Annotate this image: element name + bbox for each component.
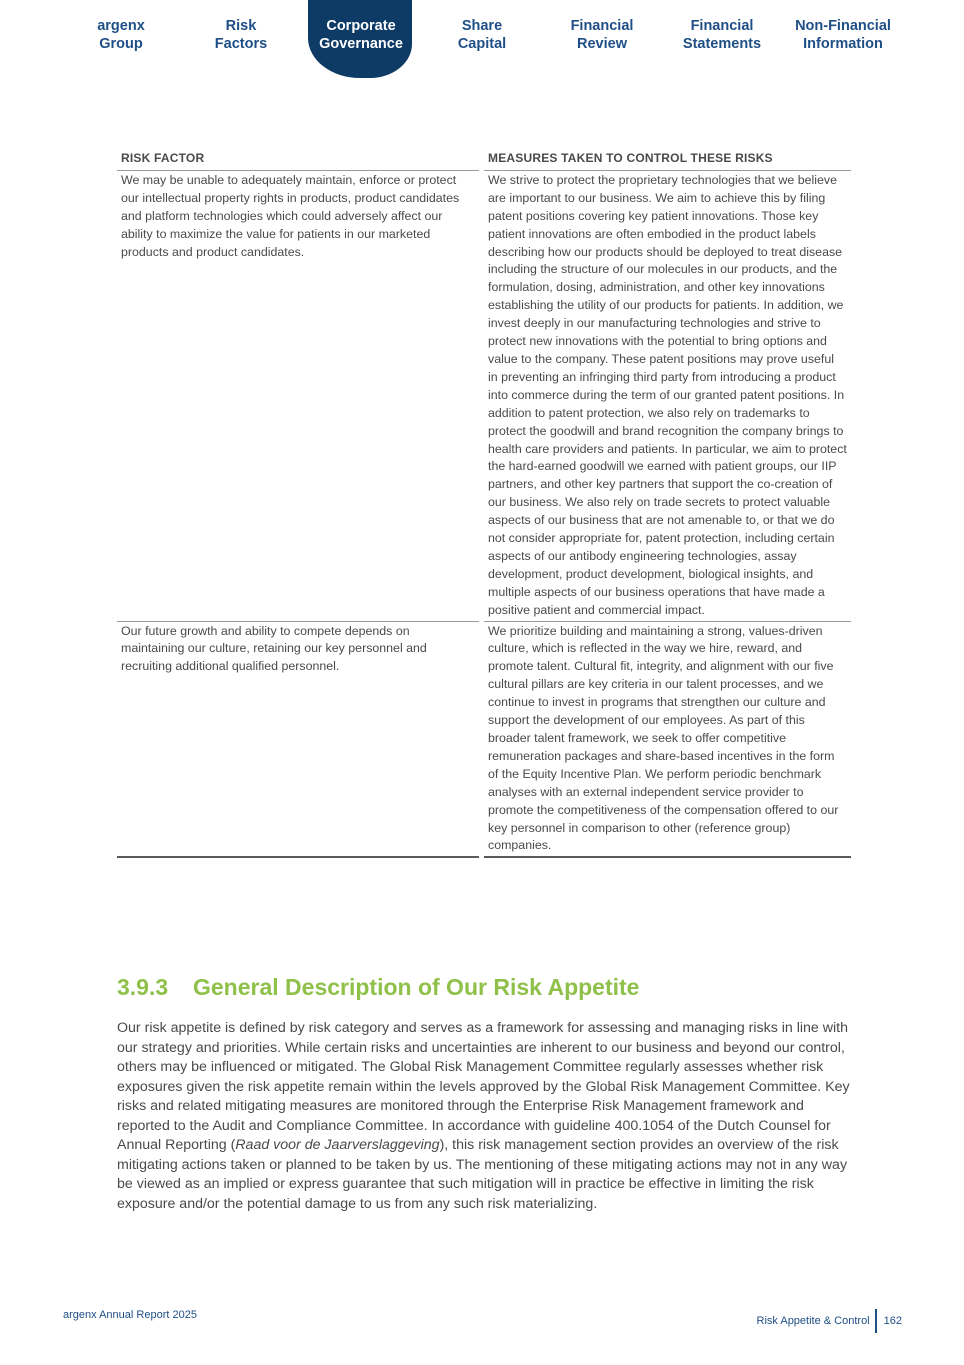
nav-tab-label-line2: Statements [682,36,762,52]
nav-tab-label-line1: Risk [225,18,257,34]
nav-tab-label-line2: Information [803,36,883,52]
nav-tab-label-line1: argenx [97,18,145,34]
nav-tab-label-line1: Financial [690,18,754,34]
nav-tab-label-line2: Group [99,36,143,52]
section-number: 3.9.3 [117,974,169,1000]
table-row [117,622,851,859]
measures-cell: We strive to protect the proprietary technologies that we believe are important to our business. We aim to achieve this by filing patent positions covering key patient innovations. Those key patient innovations are often embodied in the product labels describing how our products should be deployed to treat disease including the structure of our molecules in our products, and the formulation, dosing, administration, and other key innovations establishing the utility of our products for patients. In addition, we invest deeply in our manufacturing technologies and strive to protect new innovations with the potential to bring options and value to the company. These patent positions may prove useful in preventing an infringing third party from introducing a product into commerce during the term of our granted patent positions. In addition to patent protection, we also rely on trademarks to protect the goodwill and brand recognition the company brings to health care providers and patients. In particular, we aim to protect the hard-earned goodwill we earned with patient groups, our IIP partners, and other key partners that support the co-creation of our business. We also rely on trade secrets to protect valuable aspects of our business that are not amenable to, or that we do not consider appropriate for, patent protection, including certain aspects of our antibody engineering technologies, assay development, product development, biological insights, and multiple aspects of our business operations that have made a positive patient and commercial impact. [484,171,851,622]
column-header-measures: MEASURES TAKEN TO CONTROL THESE RISKS [484,148,851,171]
section-title: General Description of Our Risk Appetite [193,974,640,1000]
column-header-risk-factor: RISK FACTOR [117,148,479,171]
top-navigation [0,0,964,80]
nav-tab-risk-factors[interactable] [181,17,301,53]
nav-tab-non-financial-information[interactable] [783,17,903,53]
page-number: 162 [883,1315,902,1327]
table-row [117,171,851,622]
paragraph-text: Our risk appetite is defined by risk category and serves as a framework for assessing and managing risks in line with our strategy and priorities. While certain risks and uncertainties are inherent to our business and beyond our control, others may be influenced or mitigated. The Global Risk Management Committee regularly assesses whether risk exposures given the risk appetite remain within the levels approved by the Global Risk Management Committee. Key risks and related mitigating measures are monitored through the Enterprise Risk Management framework and reported to the Audit and Compliance Committee. In accordance with guideline 400.1054 of the Dutch Counsel for Annual Reporting ( [117,1020,850,1153]
section-heading [117,974,851,1001]
paragraph-italic-term: Raad voor de Jaarverslaggeving [235,1137,440,1153]
nav-tab-label-line1: Non-Financial [795,18,891,34]
nav-tab-financial-statements[interactable] [662,17,782,53]
risk-factor-cell: Our future growth and ability to compete depends on maintaining our culture, retaining our key personnel and recruiting additional qualified personnel. [117,622,479,859]
nav-tab-share-capital[interactable] [422,17,542,53]
paragraph-text: ), this risk management section provides an overview of the risk mitigating actions taken or planned to be taken by us. The mentioning of these mitigating actions may not in any way be viewed as an implied or express guarantee that such mitigation will in practice be effective in limiting the risk exposure and/or the potential damage to us from any such risk materializing. [117,1137,848,1212]
nav-tab-financial-review[interactable] [542,17,662,53]
risk-measures-table [117,148,851,858]
nav-tab-corporate-governance[interactable] [301,17,421,53]
nav-tab-label-line2: Capital [457,36,507,52]
nav-tab-label-line1: Financial [570,18,634,34]
nav-tab-argenx-group[interactable] [61,17,181,53]
nav-tab-label-line1: Share [461,18,503,34]
nav-tab-label-line2: Governance [319,36,403,52]
nav-tab-label-line2: Factors [214,36,268,52]
nav-tab-label-line2: Review [577,36,627,52]
risk-appetite-paragraph [117,1019,851,1214]
footer-divider [875,1309,877,1333]
risk-factor-cell: We may be unable to adequately maintain, enforce or protect our intellectual property rights in products, product candidates and platform technologies which could adversely affect our ability to maximize the value for patients in our marketed products and product candidates. [117,171,479,622]
footer-page-info [757,1309,902,1333]
nav-tab-label-line1: Corporate [326,18,396,34]
footer-report-title: argenx Annual Report 2025 [63,1309,197,1321]
table-header-row [117,148,851,171]
footer-section-name: Risk Appetite & Control [756,1315,870,1327]
measures-cell: We prioritize building and maintaining a strong, values-driven culture, which is reflected in the way we hire, reward, and promote talent. Cultural fit, integrity, and alignment with our five cultural pillars are key criteria in our talent processes, and we continue to invest in programs that strengthen our culture and support the development of our employees. As part of this broader talent framework, we seek to offer competitive remuneration packages and share-based incentives in the form of the Equity Incentive Plan. We perform periodic benchmark analyses with an external independent service provider to promote the competitiveness of the compensation offered to our key personnel in comparison to other (reference group) companies. [484,622,851,859]
